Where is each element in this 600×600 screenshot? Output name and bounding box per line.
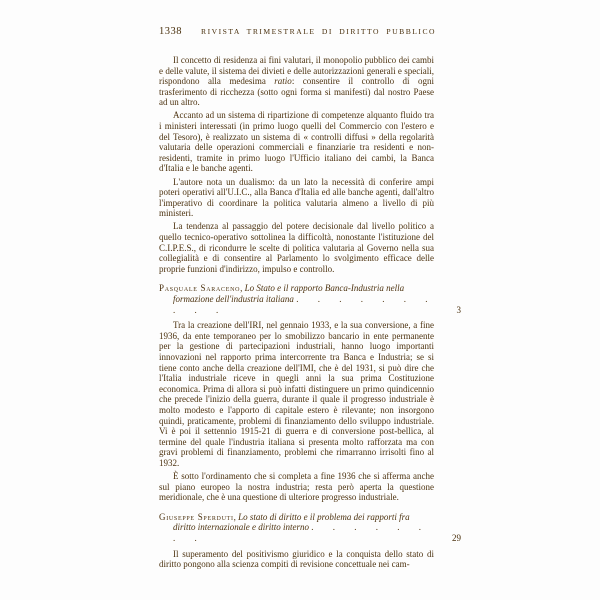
page-content	[95, 0, 562, 570]
abstract-paragraph: L'autore nota un dualismo: da un lato la necessità di conferire ampi poteri operativi all'U.I.C., alla Banca d'Italia ed alle banche agenti, dall'altro l'imperativo di coordinare la politica valutaria almeno a livello di più ministeri.	[159, 176, 434, 219]
entry-page-ref: 29	[452, 532, 461, 543]
journal-title: RIVISTA TRIMESTRALE DI DIRITTO PUBBLICO	[201, 27, 436, 36]
entry-separator: ,	[233, 511, 236, 522]
leader-dots: . . . . . . . .	[173, 522, 423, 543]
entry-author: Giuseppe Sperduti	[159, 511, 234, 522]
entry-separator: ,	[240, 283, 243, 294]
entry-author: Pasquale Saraceno	[159, 283, 241, 294]
abstract-paragraph	[159, 55, 434, 108]
italic-term: ratio	[274, 76, 292, 87]
abstract-paragraph: Il superamento del positivismo giuridico e la conquista dello stato di diritto pongono alla scienza compiti di revisione concettuale nei cam-	[159, 548, 434, 570]
paragraph-text: : consentire il controllo di ogni trasferimento di ricchezza (sotto ogni forma si manifesti) dal nostro Paese ad un altro.	[159, 76, 434, 108]
entry-title: Lo Stato e il rapporto Banca-Industria nella formazione dell'industria italiana	[173, 283, 405, 304]
entry-page-ref: 3	[456, 304, 461, 315]
abstract-paragraph: Accanto ad un sistema di ripartizione di competenze alquanto fluido tra i ministeri interessati (in primo luogo quelli del Commercio con l'estero e del Tesoro), è realizzato un sistema di « controlli diffusi » della regolarità valutaria delle operazioni commerciali e finanziarie tra residenti e non-residenti, tramite in primo luogo l'Ufficio italiano dei cambi, la Banca d'Italia e le banche agenti.	[159, 110, 434, 174]
abstract-paragraph: È sotto l'ordinamento che si completa a fine 1936 che si afferma anche sul piano europeo la nostra industria; resta però aperta la questione meridionale, che è una questione di ulteriore progresso industriale.	[159, 470, 434, 503]
toc-entry-sperduti	[159, 511, 461, 544]
abstract-paragraph: Tra la creazione dell'IRI, nel gennaio 1933, e la sua conversione, a fine 1936, da ente temporaneo per lo smobilizzo bancario in ente permanente per la gestione di partecipazioni industriali, hanno luogo importanti innovazioni nel rapporto prima intercorrente tra Banca e Industria; se si tiene conto anche della creazione dell'IMI, che è del 1931, si può dire che l'Italia industriale riceve in quegli anni la sua prima Costituzione economica. Prima di allora si può infatti distinguere un primo quindicennio che precede l'inizio della guerra, durante il quale il progresso industriale è molto modesto e l'apporto di capitale estero è rilevante; non insorgono quindi, praticamente, problemi di finanziamento dello sviluppo industriale. Vi è poi il settennio 1915-21 di guerra e di conversione post-bellica, al termine del quale l'industria italiana si presenta molto rafforzata ma con gravi problemi di finanziamento, problemi che rimarranno irrisolti fino al 1932.	[159, 320, 434, 468]
paragraph-text: Il concetto di residenza ai fini valutari, il monopolio pubblico dei cambi e delle valute, il sistema dei divieti e delle autorizzazioni generali e speciali, rispondono alla medesima	[159, 55, 434, 87]
book-page-photo	[95, 0, 562, 600]
entry-title: Lo stato di diritto e il problema dei rapporti fra diritto internazionale e diritto interno	[173, 511, 410, 533]
page-number: 1338	[159, 26, 182, 37]
leader-dots: . . . . . . . . . .	[173, 293, 430, 315]
toc-entry-saraceno	[159, 283, 461, 315]
abstract-paragraph: La tendenza al passaggio del potere decisionale dal livello politico a quello tecnico-operativo sottolinea la difficoltà, nonostante l'istituzione del C.I.P.E.S., di ricondurre le scelte di politica valutaria al Governo nella sua collegialità e di consentire al Parlamento lo svolgimento efficace delle proprie funzioni d'indirizzo, impulso e controllo.	[159, 221, 434, 274]
page-header	[159, 27, 434, 40]
